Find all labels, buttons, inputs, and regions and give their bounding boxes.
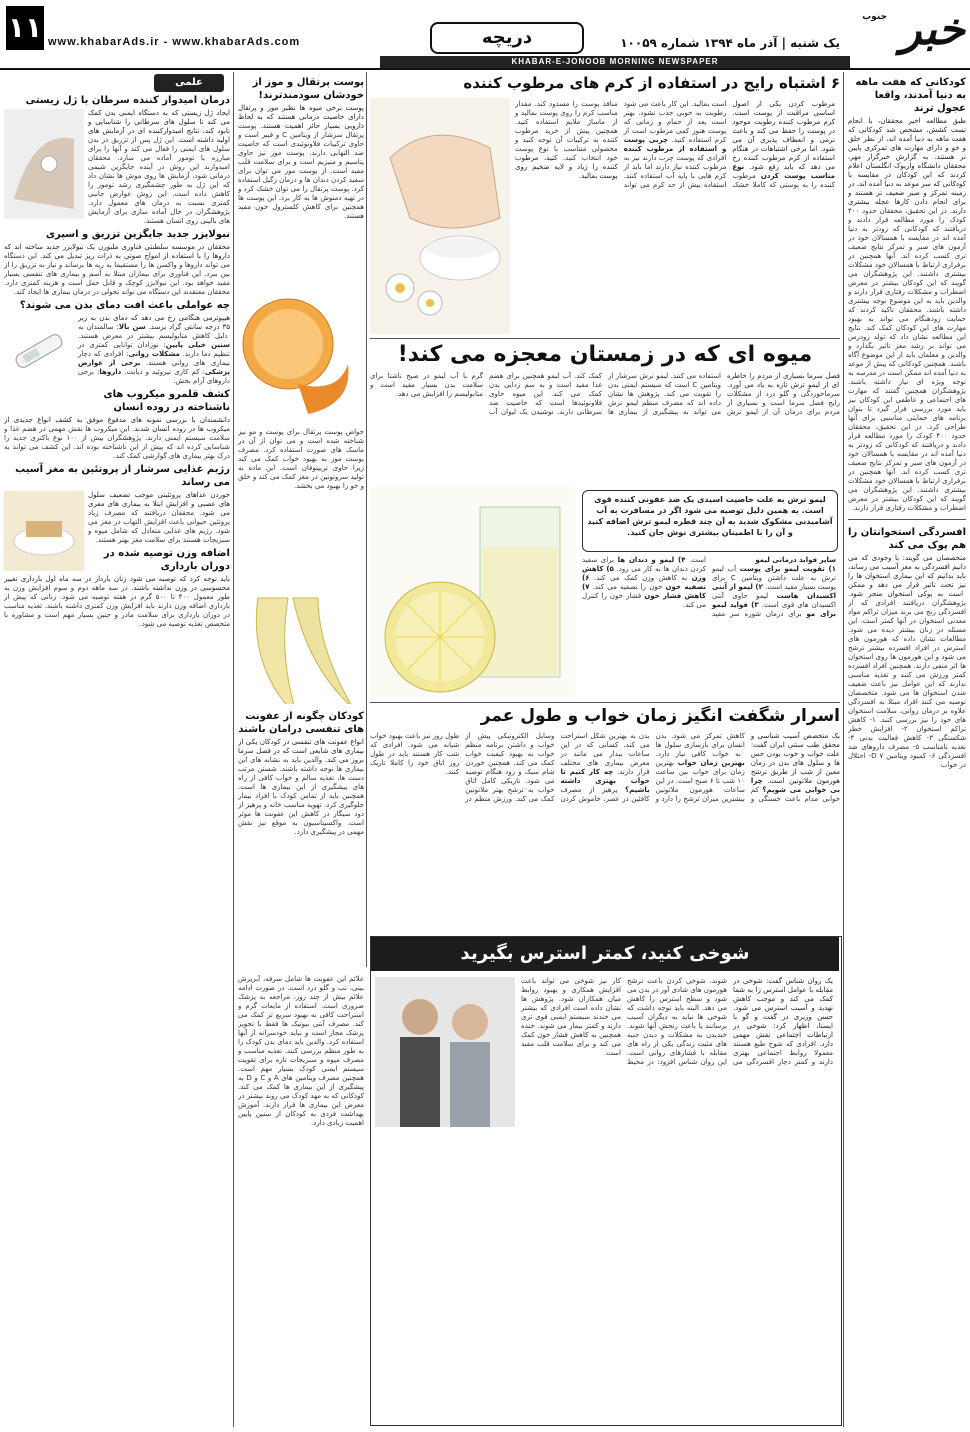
science2-body: محققان در موسسه سلطنتی فناوری ملبورن یک نبولایزر جدید ساخته اند که داروها را با استفاده از امواج صوتی به ذرات ریز تبدیل می کند. این دستگاه می تواند داروها و واکسن ها را مستقیما به ریه ها برساند و نیاز به تزریق را از بین ببرد. این فناوری برای بیماران مبتلا به آسم و بیماری های تنفسی بسیار مفید خواهد بود. این نبولایزر کوچک و قابل حمل است و هزینه کمتری دارد. محققان معتقدند این دستگاه می تواند تحولی در درمان بیماری ها ایجاد کند. (4, 243, 230, 296)
lemon-item: ۶) تصفیه خون (582, 574, 707, 591)
sleep-headline: اسرار شگفت انگیز زمان خواب و طول عمر (480, 706, 840, 726)
humor-article-box (370, 936, 842, 1426)
humor-header-bar (371, 937, 839, 971)
moisturizer-headline: ۶ اشتباه رایج در استفاده از کرم های مرطوب کننده (463, 74, 840, 92)
lemon-item: ۳) فواید لیمو برای مو (712, 601, 836, 618)
orange-article (238, 74, 364, 704)
hand-illustration (370, 98, 510, 334)
right-article-title: کودکانی که هفت ماهه به دنیا آمدند، واقعا عجول ترند (855, 77, 966, 114)
gel-photo (4, 109, 84, 219)
food-illustration (4, 491, 84, 571)
lemon-item: ۴) لیمو و دندان ها (617, 556, 686, 564)
orange-body-cont: خواص پوست پرتقال برای پوست و مو نیز شناخته شده است و می توان از آن در ماسک های صورت استفاده کرد. مصرف پوست موز به بهبود خواب کمک می کند زیرا حاوی تریپتوفان است. این ماده به تولید سروتونین در مغز کمک می کند و خلق و خو را بهبود می بخشد. (238, 428, 364, 490)
moisturizer-article (370, 74, 840, 334)
humor-photo (375, 977, 515, 1127)
section-title: دریچه (430, 22, 584, 54)
lemon-intro: فصل سرما بسیاری از مردم را خاطره ای از لیمو ترش تازه به یاد می آورد. سرماخوردگی و گلو درد از مشکلات رایج فصل سرما است و بسیاری از مردم برای درمان آن از لیمو ترش استفاده می کنند. لیمو ترش سرشار از ویتامین C است که سیستم ایمنی بدن را تقویت می کند. پژوهش ها نشان داده اند که مصرف منظم لیمو ترش می تواند به پیشگیری از بیماری ها کمک کند. آب لیمو همچنین برای هضم غذا مفید است و به سم زدایی بدن کمک می کند. این میوه حاوی فلاونوئیدها است که خاصیت ضد سرطانی دارند. نوشیدن یک لیوان آب گرم با آب لیمو در صبح ناشتا برای سلامت بدن بسیار مفید است و متابولیسم را افزایش می دهد. (370, 372, 840, 416)
humor-headline: شوخی کنید، کمتر استرس بگیرید (460, 943, 750, 964)
newspaper-logo (855, 4, 965, 56)
lemon-quote: لیمو ترش به علت خاصیت اسیدی یک ضد عفونی کننده قوی است. به همین دلیل توصیه می شود اگر در مسافرت به آب آشامیدنی مشکوک شدید به آن چند قطره لیمو ترش اضافه کنید و آن را با اطمینان بیشتری نوش جان کنید. (587, 495, 833, 537)
col-divider (233, 72, 234, 1427)
lemon-feature (370, 342, 840, 697)
respiratory-body: انواع عفونت های تنفسی در کودکان یکی از بیماری های شایعی است که در فصل سرما بروز می کند. والدین باید به نشانه های این بیماری ها توجه داشته باشند. شستن مرتب دست ها، تغذیه سالم و خواب کافی از راه های پیشگیری از این بیماری ها است. همچنین باید از تماس کودک با افراد بیمار جلوگیری کرد. تهویه مناسب خانه و پرهیز از دود سیگار در کاهش این عفونت ها موثر است. واکسیناسیون به موقع نیز نقش مهمی در پیشگیری دارد. (238, 738, 364, 836)
sleep-article (370, 706, 840, 931)
science6-body: باید توجه کرد که توصیه می شود زنان باردار در سه ماه اول بارداری تغییر محسوسی در وزن نداشته باشند. در سه ماهه دوم و سوم افزایش وزن به طور معمول ۴۰۰ تا ۵۰۰ گرم در هفته توصیه می شود. زنانی که پیش از بارداری اضافه وزن دارند باید افزایش وزن کمتری داشته باشند. تغذیه مناسب در دوران بارداری برای سلامت مادر و جنین بسیار مهم است و مشاوره با متخصص تغذیه توصیه می شود. (4, 575, 230, 628)
col-divider (843, 72, 844, 1427)
protein-photo (4, 491, 84, 571)
lemon-illustration (370, 487, 575, 697)
masthead-bar: KHABAR-E-JONOOB MORNING NEWSPAPER (380, 56, 850, 68)
right-col-divider (848, 519, 966, 520)
smiling-men-illustration (375, 977, 515, 1127)
logo-text: خبر (900, 4, 965, 55)
orange-headline: پوست پرتقال و موز از خودشان سودمندترند! (252, 77, 364, 101)
logo-sub: جنوب (862, 12, 887, 22)
thermometer-icon (4, 314, 74, 394)
section-divider (370, 338, 840, 339)
lemon-item: ۵) کاهش وزن (582, 565, 706, 582)
respiratory-body-cont: علائم این عفونت ها شامل سرفه، آبریزش بینی، تب و گلو درد است. در صورت ادامه علائم بیش از چند روز، مراجعه به پزشک ضروری است. استفاده از مایعات گرم و استراحت کافی به بهبود سریع تر کمک می کند. مصرف آنتی بیوتیک ها فقط با تجویز پزشک مجاز است و نباید خودسرانه از آنها استفاده کرد. والدین باید دمای بدن کودک را به طور منظم بررسی کنند. تغذیه مناسب و مصرف میوه و سبزیجات تازه برای تقویت سیستم ایمنی کودک بسیار مهم است. همچنین مصرف ویتامین های A و C و D به پیشگیری از این بیماری ها کمک می کند. کودکانی که به مهد کودک می روند بیشتر در معرض این بیماری ها قرار دارند. آموزش بهداشت فردی به کودکان از سنین پایین اهمیت زیادی دارد. (238, 975, 364, 1127)
science-tag: علمی (154, 74, 224, 92)
lemon-item: ۷) کاهش فشار خون (582, 583, 706, 600)
col-divider (366, 72, 367, 967)
masthead (0, 0, 970, 66)
header-rule (0, 68, 970, 70)
respiratory-headline: کودکان چگونه از عفونت های تنفسی درامان باشند (238, 711, 364, 735)
orange-illustration (238, 284, 364, 424)
sleep-body: یک متخصص آسیب شناسی و محقق طب سنتی ایران گفت: علت خواب و خوب بودن حس ها و سلول های بدن در زمان معین از شب از طریق ترشح هورمون ملاتونین است. چرا بی خوابی می شویم؟ کم خوابی مدام باعث خستگی و کاهش تمرکز می شود. بدن انسان برای بازسازی سلول ها به خواب کافی نیاز دارد. بهترین زمان خواب بهترین زمان برای خواب بین ساعت ۱۰ شب تا ۶ صبح است. در این ساعات هورمون ملاتونین بیشترین میزان ترشح را دارد و بدن به بهترین شکل استراحت می کند. کسانی که در این ساعات بیدار می مانند در معرض بیماری های مختلف قرار دارند. چه کار کنیم تا خواب بهتری داشته باشیم؟ پرهیز از مصرف کافئین در عصر، خاموش کردن وسایل الکترونیکی پیش از خواب و داشتن برنامه منظم خواب به بهبود کیفیت خواب کمک می کند. همچنین خوردن شام سبک و زود هنگام توصیه می شود. تاریکی کامل اتاق خواب به ترشح بهتر ملاتونین کمک می کند. ورزش منظم در طول روز نیز باعث بهبود خواب شبانه می شود. افرادی که شب کار هستند باید در طول روز اتاق خود را کاملا تاریک کنند. (370, 732, 840, 803)
science1-body: ایجاد ژل زیستی که به دستگاه ایمنی بدن کمک می کند تا سلول های سرطانی را شناسایی و نابود کند، نتایج امیدوارکننده ای در آزمایش های اولیه داشته است. این ژل پس از تزریق در بدن سلول های ایمنی را فعال می کند و آنها را برای مبارزه با تومور آماده می سازد. محققان امیدوارند این روش در آینده جایگزین شیمی درمانی شود. آزمایش ها روی موش ها نشان داد که این ژل به طور چشمگیری رشد تومور را کاهش داده است. این روش عوارض جانبی کمتری نسبت به درمان های معمول دارد. پژوهشگران در حال آماده سازی برای آزمایش های بالینی روی انسان هستند. (88, 109, 230, 225)
banana-illustration (238, 578, 364, 704)
right-article2-title: افسردگی استخوانتان را هم پوک می کند (848, 527, 966, 551)
science4-title: کشف قلمرو میکروب های ناشناخته در روده انسان (103, 389, 230, 413)
science-column (4, 74, 230, 1424)
hand-photo (370, 98, 510, 334)
humor-body: یک روان شناس گفت: شوخی در مقابله با عوامل استرس زا به شما کمک می کند و موجب کاهش تهدید و آسیب استرس می شود. حسن وزیری در گفت و گو با ایسنا، اظهار کرد: شوخی در ارتباطات اجتماعی نقش مهمی دارد. افرادی که شوخ طبع هستند معمولا روابط اجتماعی بهتری دارند و کمتر دچار افسردگی می شوند. شوخی کردن باعث ترشح هورمون های شادی آور در بدن می شود و سطح استرس را کاهش می دهد. البته باید توجه داشت که شوخی ها نباید به دیگران آسیب برسانند یا باعث رنجش آنها شوند. خندیدن به مشکلات و دیدن جنبه های مثبت زندگی یکی از راه های مقابله با فشارهای روانی است. این روان شناس افزود: در محیط کار نیز شوخی می تواند باعث افزایش همکاری و بهبود روابط میان همکاران شود. پژوهش ها نشان داده است افرادی که بیشتر می خندند سیستم ایمنی قوی تری دارند و کمتر بیمار می شوند. خنده همچنین به کاهش فشار خون کمک می کند و برای سلامت قلب مفید است. (521, 977, 833, 1066)
website-url[interactable]: www.khabarAds.ir - www.khabarAds.com (48, 36, 301, 48)
right-column (848, 74, 966, 1424)
lemon-headline: میوه ای که در زمستان معجزه می کند! (397, 342, 813, 367)
respiratory-article (238, 708, 364, 970)
respiratory-article-cont (238, 975, 364, 1425)
lemon-item: ۱) تقویت لیمو برای پوست (739, 565, 837, 573)
right-article2-body: متخصصان می گویند: با وجودی که می دانیم افسردگی به مغز آسیب می رساند، باید بدانیم که این بیماری استخوان ها را نیز تحت تاثیر قرار می دهد و ممکن است به پوکی استخوان منجر شود. پژوهشگران دریافتند افرادی که از افسردگی رنج می برند میزان تراکم مواد معدنی استخوان در آنها کمتر است. این مسئله در زنان بیشتر دیده می شود. مطالعات نشان داده که هورمون های استرس در افراد افسرده بیشتر ترشح می شود و این هورمون ها روی استخوان ها اثر منفی دارند. همچنین افراد افسرده کمتر ورزش می کنند و تغذیه مناسبی ندارند که این عوامل نیز باعث ضعیف شدن استخوان ها می شود. متخصصان توصیه می کنند افراد مبتلا به افسردگی علاوه بر درمان روانی، سلامت استخوان های خود را نیز بررسی کنند. ۱- کاهش تراکم استخوان ۲- افزایش خطر شکستگی ۳- کاهش فعالیت بدنی ۴- تغذیه نامناسب ۵- مصرف داروهای ضد افسردگی ۶- کمبود ویتامین D ۷- اختلال در خواب (848, 554, 966, 769)
science5-body: خوردن غذاهای پروتئینی موجب تضعیف سلول های عصبی و افزایش ابتلا به بیماری های مغزی می شود. محققان دریافتند که مصرف زیاد پروتئین حیوانی باعث افزایش التهاب در مغز می شود. رژیم های غذایی متعادل که شامل میوه و سبزیجات هستند برای سلامت مغز بهتر هستند. (88, 491, 230, 544)
thermometer-photo (4, 314, 74, 394)
page-number: ۱۱ (6, 6, 44, 50)
science2-title: نبولایزر جدید جایگزین تزریق و اسپری (45, 229, 230, 240)
gel-illustration (4, 109, 84, 219)
science4-body: دانشمندان با بررسی نمونه های مدفوع موفق به کشف انواع جدیدی از میکروب ها در روده انسان شدند. این میکروب ها نقش مهمی در هضم غذا و سلامت سیستم ایمنی دارند. پژوهشگران بیش از ۱۰۰ نوع باکتری جدید را شناسایی کرده اند که پیش از این ناشناخته بوده اند. این کشف می تواند به درک بهتر بیماری های گوارشی کمک کند. (4, 416, 230, 460)
lemon-quote-box (582, 490, 838, 552)
science5-title: رژیم غذایی سرشار از پروتئین به مغز آسیب می رساند (15, 464, 230, 488)
moisturizer-body: مرطوب کردن یکی از اصول اساسی مراقبت از پوست است. کرم مرطوب کننده رطوبت موجود در پوست را حفظ می کند و باعث نرمی و انعطاف پذیری آن می شود. اما برخی اشتباهات در هنگام استفاده از کرم مرطوب کننده رخ می دهد که باید رفع شود. نوع مناسب پوست کردن مرطوب کننده را به پوستی که کاملا خشک است بمالید. این کار باعث می شود رطوبت به خوبی جذب نشود. بهتر است بعد از حمام و زمانی که پوست هنوز کمی مرطوب است از کرم استفاده کنید. چربی پوست و استفاده از مرطوب کننده افرادی که پوست چرب دارند نیز به مرطوب کننده نیاز دارند اما باید از کرم هایی با پایه آب استفاده کنند. استفاده بیش از حد کرم می تواند منافذ پوست را مسدود کند. مقدار مناسب کرم را روی پوست بمالید و از ماساژ ملایم استفاده کنید. همچنین پیش از خرید مرطوب کننده به ترکیبات آن توجه کنید و محصولی متناسب با نوع پوست خود انتخاب کنید. کنید، مرطوب کننده را زیاد و لایه ضخیم روی پوست بمالید. (515, 100, 835, 189)
section-divider (370, 702, 840, 703)
issue-date: یک شنبه | آذر ماه ۱۳۹۴ شماره ۱۰۰۵۹ (620, 36, 840, 50)
science3-body: هیپوترمی هنگامی رخ می دهد که دمای بدن به زیر ۳۵ درجه سانتی گراد برسد. سن بالا: سالمندان به دلیل کاهش متابولیسم بیشتر در معرض هستند. سنین خیلی پایین: نوزادان توانایی کمتری در تنظیم دما دارند. مشکلات روانی: افرادی که دچار بیماری های روانی هستند. برخی از عوارض پزشکی: کم کاری تیروئید و دیابت. داروها: برخی داروهای آرام بخش. (78, 314, 230, 385)
science6-title: اضافه وزن توصیه شده در دوران بارداری (103, 548, 230, 572)
science3-title: چه عواملی باعث افت دمای بدن می شوند؟ (19, 300, 230, 311)
science1-title: درمان امیدوار کننده سرطان با ژل زیستی (25, 95, 230, 106)
lemon-benefits: سایر فواید درمانی لیمو ۱) تقویت لیمو برای پوست آب لیمو ترش به علت داشتن ویتامین C برای پوست بسیار مفید است. ۲) لیمو از آنتی اکسیدان هاست لیمو حاوی آنتی اکسیدان های قوی است. ۳) فواید لیمو برای مو برای درمان شوره سر مفید است. ۴) لیمو و دندان ها برای سفید کردن دندان ها به کار می رود. ۵) کاهش وزن به کاهش وزن کمک می کند. ۶) تصفیه خون خون را تصفیه می کند. ۷) کاهش فشار خون فشار خون را کنترل می کند. (582, 556, 837, 618)
orange-body: پوست برخی میوه ها نظیر موز و پرتقال دارای خاصیت درمانی هستند که به لحاظ دارویی بسیار حائز اهمیت هستند. پوست پرتقال سرشار از ویتامین C و فیبر است و حاوی ترکیبات فلاونوئیدی است که خاصیت ضد التهابی دارند. پوست موز نیز حاوی پتاسیم و منیزیم است و برای سلامت قلب مفید است. از پوست موز می توان برای سفید کردن دندان ها و درمان زگیل استفاده کرد. پوست پرتقال را می توان خشک کرد و در تهیه دمنوش ها به کار برد. این پوست ها همچنین برای کاهش کلسترول خون مفید هستند. (238, 104, 364, 220)
lemon-item: ۲) لیمو از آنتی اکسیدان هاست (712, 583, 836, 600)
lemon-photo (370, 487, 575, 697)
right-article-body: طبق مطالعه اخیر محققان، با انجام تست کشش، مشخص شد کودکانی که هفت ماهه به دنیا آمده اند، از نظر خلق و خو و دارای مهارت های تمرکزی پایین تر هستند. به گزارش خبرگزار مهر، محققان دانشگاه واریوک انگلستان اعلام کردند که این کودکان در مقایسه با کودکانی که سر موعد به دنیا آمده اند، در زمینه تمرکز و صبر ضعیف تر هستند و برای انجام دادن کارها عجله بیشتری دارند. در این تحقیق، محققان حدود ۴۰۰ کودک را مورد مطالعه قرار دادند و دریافتند که کودکانی که زودتر به دنیا آمده اند در مقایسه با همسالان خود در آزمون های صبر و تمرکز نتایج ضعیف تری کسب کرده اند. آنها همچنین در برقراری ارتباط با همسالان خود مشکلات بیشتری داشتند. این پژوهشگران می گویند که این کودکان بیشتر در معرض اضطراب و مشکلات رفتاری قرار دارند و والدین باید به این موضوع توجه بیشتری داشته باشند. محققان تاکید کردند که حمایت زودهنگام می تواند به بهبود مهارت های این کودکان کمک کند. نتایج این مطالعه نشان داد که تولد زودرس می تواند بر رشد مغز تاثیر بگذارد و والدین و معلمان باید از این موضوع آگاه باشند. همچنین کودکانی که پیش از موعد به دنیا آمده اند ممکن است در مدرسه به توجه ویژه ای نیاز داشته باشند. پژوهشگران همچنین گفتند که مهارت های اجتماعی و عاطفی این کودکان نیز باید مورد بررسی قرار گیرد تا بتوان برنامه های حمایتی مناسبی برای آنها طراحی کرد. در این تحقیق، محققان حدود ۴۰۰ کودک را مورد مطالعه قرار دادند و دریافتند که کودکانی که زودتر به دنیا آمده اند در مقایسه با همسالان خود در آزمون های صبر و تمرکز نتایج ضعیف تری کسب کرده اند. آنها همچنین در برقراری ارتباط با همسالان خود مشکلات بیشتری داشتند. این پژوهشگران می گویند که این کودکان بیشتر در معرض اضطراب و مشکلات رفتاری قرار دارند. (848, 117, 966, 512)
